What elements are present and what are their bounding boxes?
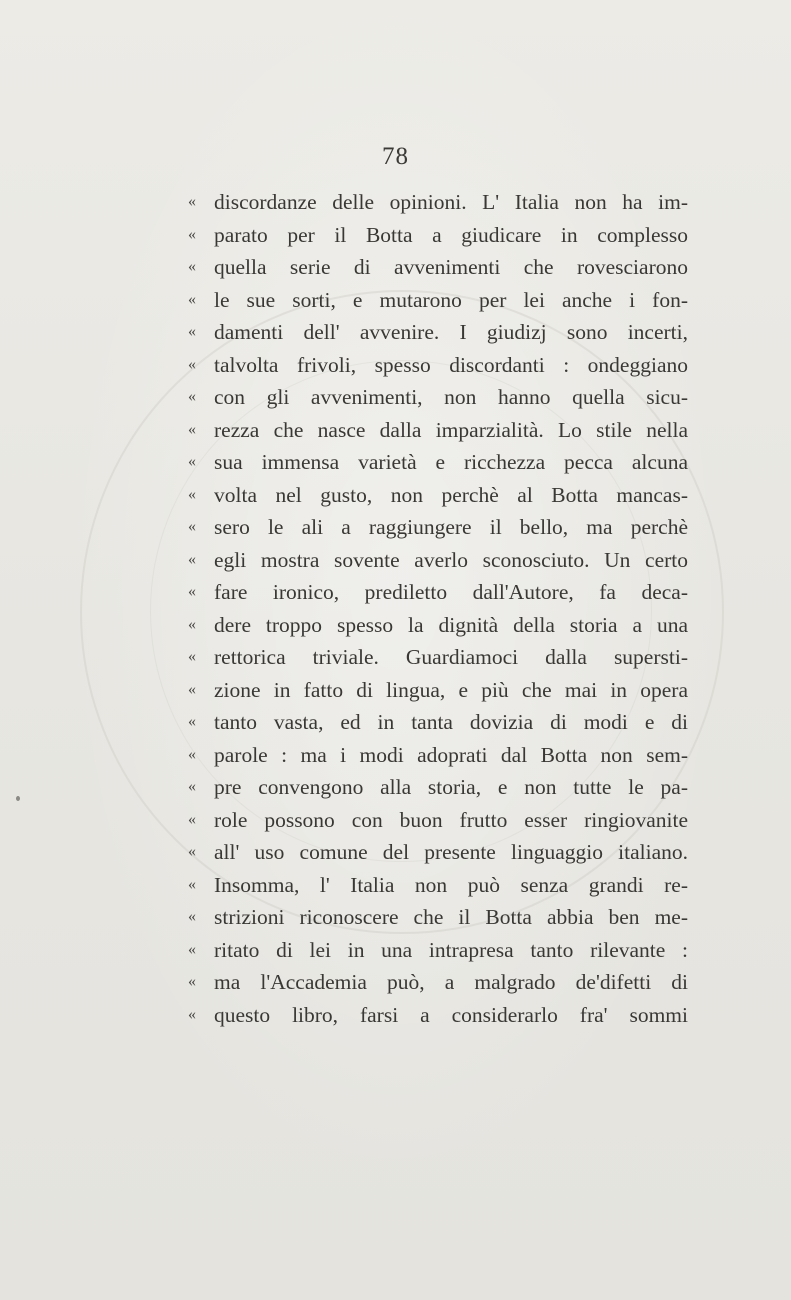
line-text: questo libro, farsi a considerarlo fra' sommi	[214, 1002, 688, 1027]
quote-mark: «	[188, 388, 196, 405]
text-line	[188, 934, 688, 967]
line-text: zione in fatto di lingua, e più che mai in opera	[214, 677, 688, 702]
text-line	[188, 219, 688, 252]
text-line	[188, 446, 688, 479]
line-text: le sue sorti, e mutarono per lei anche i fon-	[214, 287, 688, 312]
quote-mark: «	[188, 485, 196, 503]
page-number: 78	[382, 143, 409, 170]
text-line	[188, 316, 688, 349]
line-text: tanto vasta, ed in tanta dovizia di modi e di	[214, 710, 688, 734]
line-text: dere troppo spesso la dignità della storia a una	[214, 612, 688, 637]
quote-mark: «	[188, 973, 196, 990]
line-text: volta nel gusto, non perchè al Botta mancas-	[214, 482, 688, 507]
text-line	[188, 251, 688, 284]
text-line	[188, 999, 688, 1032]
quote-mark: «	[188, 453, 196, 470]
quote-mark: «	[188, 550, 196, 568]
quote-mark: «	[188, 908, 196, 925]
line-text: damenti dell' avvenire. I giudizj sono incerti,	[214, 320, 688, 344]
quote-mark: «	[188, 648, 196, 665]
line-text: role possono con buon frutto esser ringiovanite	[214, 807, 688, 832]
line-text: ma l'Accademia può, a malgrado de'difetti di	[214, 970, 688, 994]
quote-mark: «	[188, 615, 196, 633]
line-text: con gli avvenimenti, non hanno quella sicu-	[214, 385, 688, 409]
quote-mark: «	[188, 583, 196, 600]
text-line	[188, 739, 688, 772]
quote-mark: «	[188, 843, 196, 860]
text-line	[188, 674, 688, 707]
text-line	[188, 836, 688, 869]
quote-mark: «	[188, 225, 196, 243]
quote-mark: «	[188, 940, 196, 958]
text-line	[188, 479, 688, 512]
line-text: discordanze delle opinioni. L' Italia non ha im-	[214, 190, 688, 214]
quote-mark: «	[188, 323, 196, 340]
text-line	[188, 511, 688, 544]
quote-mark: «	[188, 680, 196, 698]
quote-mark: «	[188, 355, 196, 373]
text-line	[188, 576, 688, 609]
line-text: ritato di lei in una intrapresa tanto rilevante :	[214, 937, 688, 962]
text-line	[188, 381, 688, 414]
line-text: pre convengono alla storia, e non tutte le pa-	[214, 775, 688, 799]
line-text: all' uso comune del presente linguaggio italiano.	[214, 840, 688, 864]
line-text: strizioni riconoscere che il Botta abbia ben me-	[214, 905, 688, 929]
quote-mark: «	[188, 713, 196, 730]
text-line	[188, 284, 688, 317]
line-text: rezza che nasce dalla imparzialità. Lo stile nella	[214, 417, 688, 442]
quote-mark: «	[188, 290, 196, 308]
text-line	[188, 609, 688, 642]
line-text: Insomma, l' Italia non può senza grandi re-	[214, 872, 688, 897]
line-text: fare ironico, prediletto dall'Autore, fa deca-	[214, 580, 688, 604]
quote-mark: «	[188, 875, 196, 893]
paper-spot	[16, 796, 20, 801]
text-line	[188, 804, 688, 837]
line-text: sua immensa varietà e ricchezza pecca alcuna	[214, 450, 688, 474]
line-text: rettorica triviale. Guardiamoci dalla supersti-	[214, 645, 688, 669]
text-line	[188, 771, 688, 804]
quote-mark: «	[188, 745, 196, 763]
line-text: parole : ma i modi adoprati dal Botta non sem-	[214, 742, 688, 767]
text-line	[188, 186, 688, 219]
text-line	[188, 901, 688, 934]
text-line	[188, 414, 688, 447]
line-text: quella serie di avvenimenti che rovesciarono	[214, 255, 688, 279]
text-line	[188, 706, 688, 739]
text-line	[188, 869, 688, 902]
line-text: talvolta frivoli, spesso discordanti : ondeggiano	[214, 352, 688, 377]
line-text: parato per il Botta a giudicare in complesso	[214, 222, 688, 247]
text-line	[188, 544, 688, 577]
quote-mark: «	[188, 1005, 196, 1023]
quote-mark: «	[188, 193, 196, 210]
quote-mark: «	[188, 778, 196, 795]
quote-mark: «	[188, 518, 196, 535]
line-text: egli mostra sovente averlo sconosciuto. Un certo	[214, 547, 688, 572]
line-text: sero le ali a raggiungere il bello, ma perchè	[214, 515, 688, 539]
text-line	[188, 641, 688, 674]
text-line	[188, 966, 688, 999]
quote-mark: «	[188, 258, 196, 275]
quote-mark: «	[188, 810, 196, 828]
text-body	[188, 186, 688, 1031]
text-line	[188, 349, 688, 382]
quote-mark: «	[188, 420, 196, 438]
